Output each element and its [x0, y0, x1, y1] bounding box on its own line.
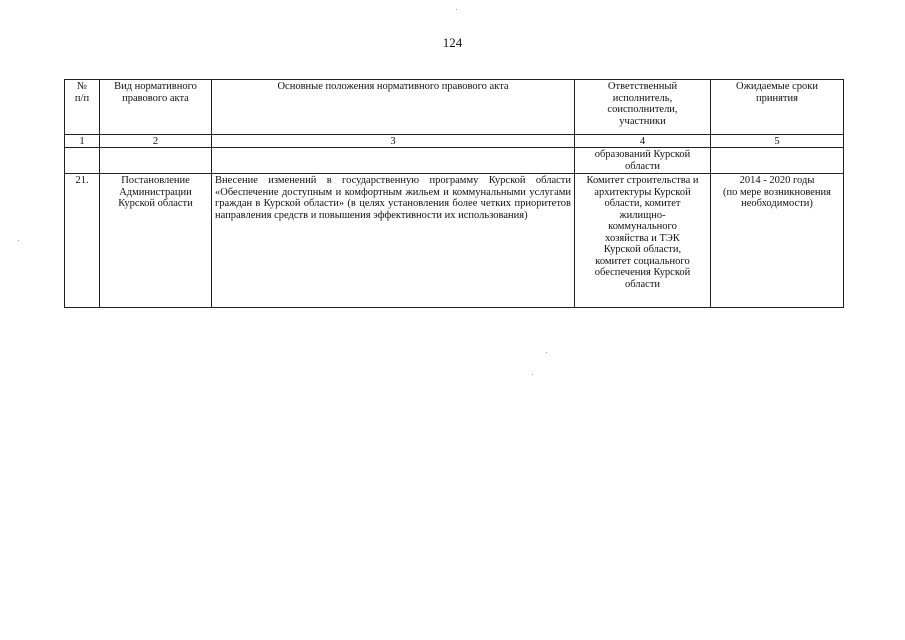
header-main-provisions: Основные положения нормативного правового акта — [212, 80, 575, 135]
table-header-row — [65, 80, 844, 135]
responsible-cell: образований Курской области — [575, 148, 711, 174]
provisions-cell — [212, 148, 575, 174]
act-type-cell: Постановление Администрации Курской области — [100, 174, 212, 308]
header-responsible: Ответственный исполнитель, соисполнители, участники — [575, 80, 711, 135]
scan-speck — [546, 352, 547, 353]
column-number: 2 — [100, 135, 212, 148]
responsible-cell: Комитет строительства и архитектуры Курской области, комитет жилищно- коммунального хозяйства и ТЭК Курской области, комитет социального обеспечения Курской области — [575, 174, 711, 308]
scan-speck — [456, 9, 457, 10]
table-row — [65, 148, 844, 174]
column-number: 4 — [575, 135, 711, 148]
column-number-row — [65, 135, 844, 148]
row-number-cell — [65, 148, 100, 174]
act-type-cell — [100, 148, 212, 174]
header-deadline: Ожидаемые сроки принятия — [711, 80, 844, 135]
table-row — [65, 174, 844, 308]
header-act-type: Вид нормативного правового акта — [100, 80, 212, 135]
provisions-cell: Внесение изменений в государственную программу Курской области «Обеспечение доступным и комфортным жильем и коммунальными услугами граждан в Курской области» (в целях установления более четких приоритетов направления средств и повышения эффективности их использования) — [212, 174, 575, 308]
deadline-cell: 2014 - 2020 годы (по мере возникновения необходимости) — [711, 174, 844, 308]
deadline-cell — [711, 148, 844, 174]
header-number: № п/п — [65, 80, 100, 135]
row-number-cell: 21. — [65, 174, 100, 308]
page-number: 124 — [442, 35, 463, 50]
column-number: 3 — [212, 135, 575, 148]
column-number: 5 — [711, 135, 844, 148]
scan-speck — [18, 240, 19, 241]
scan-speck — [532, 374, 533, 375]
column-number: 1 — [65, 135, 100, 148]
legal-acts-table — [64, 79, 844, 308]
